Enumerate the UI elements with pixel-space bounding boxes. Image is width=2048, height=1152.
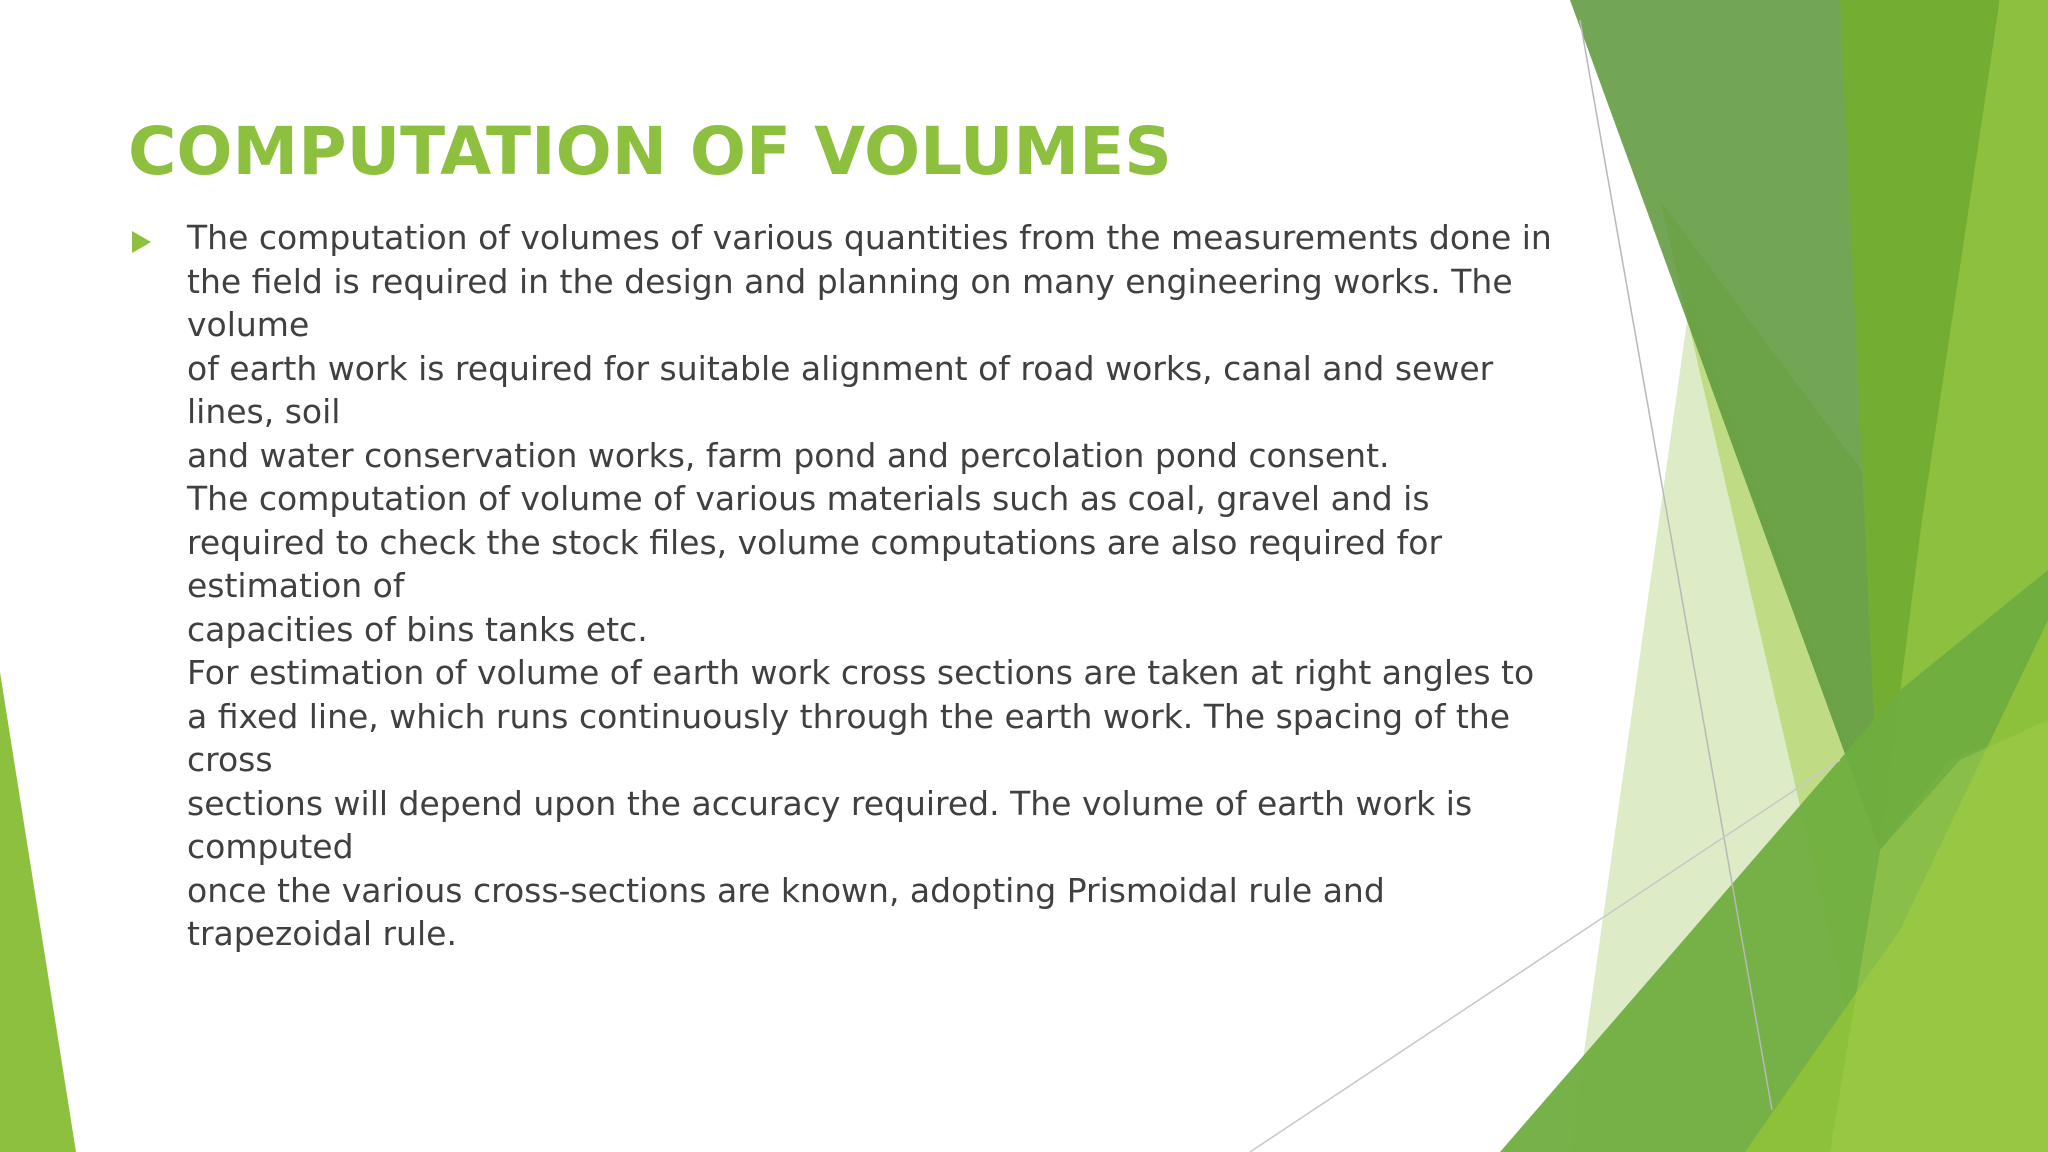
text-line: sections will depend upon the accuracy required. The volume of earth work is [187,783,1473,823]
text-line: a fixed line, which runs continuously through the earth work. The spacing of the [187,696,1511,736]
text-line: capacities of bins tanks etc. [187,609,648,649]
text-line: of earth work is required for suitable alignment of road works, canal and sewer [187,348,1494,388]
text-line: The computation of volumes of various quantities from the measurements done in [187,218,1552,257]
text-line: estimation of [187,566,405,605]
text-line: The computation of volume of various materials such as coal, gravel and is [187,479,1430,518]
text-line: required to check the stock files, volume computations are also required for [187,522,1443,562]
left-green-sliver [0,672,76,1152]
text-line: volume [187,305,310,344]
text-line: and water conservation works, farm pond and percolation pond consent. [187,435,1390,475]
text-line: once the various cross-sections are known, adopting Prismoidal rule and [187,870,1385,910]
text-line: trapezoidal rule. [187,914,457,953]
bullet-text [187,216,1607,956]
bullet-arrow-icon [132,231,151,253]
text-line: computed [187,827,354,866]
text-line: cross [187,740,273,779]
slide-title: COMPUTATION OF VOLUMES [128,113,1172,190]
text-line: For estimation of volume of earth work cross sections are taken at right angles to [187,653,1535,692]
text-line: lines, soil [187,392,341,431]
text-line: the field is required in the design and planning on many engineering works. The [187,261,1513,301]
